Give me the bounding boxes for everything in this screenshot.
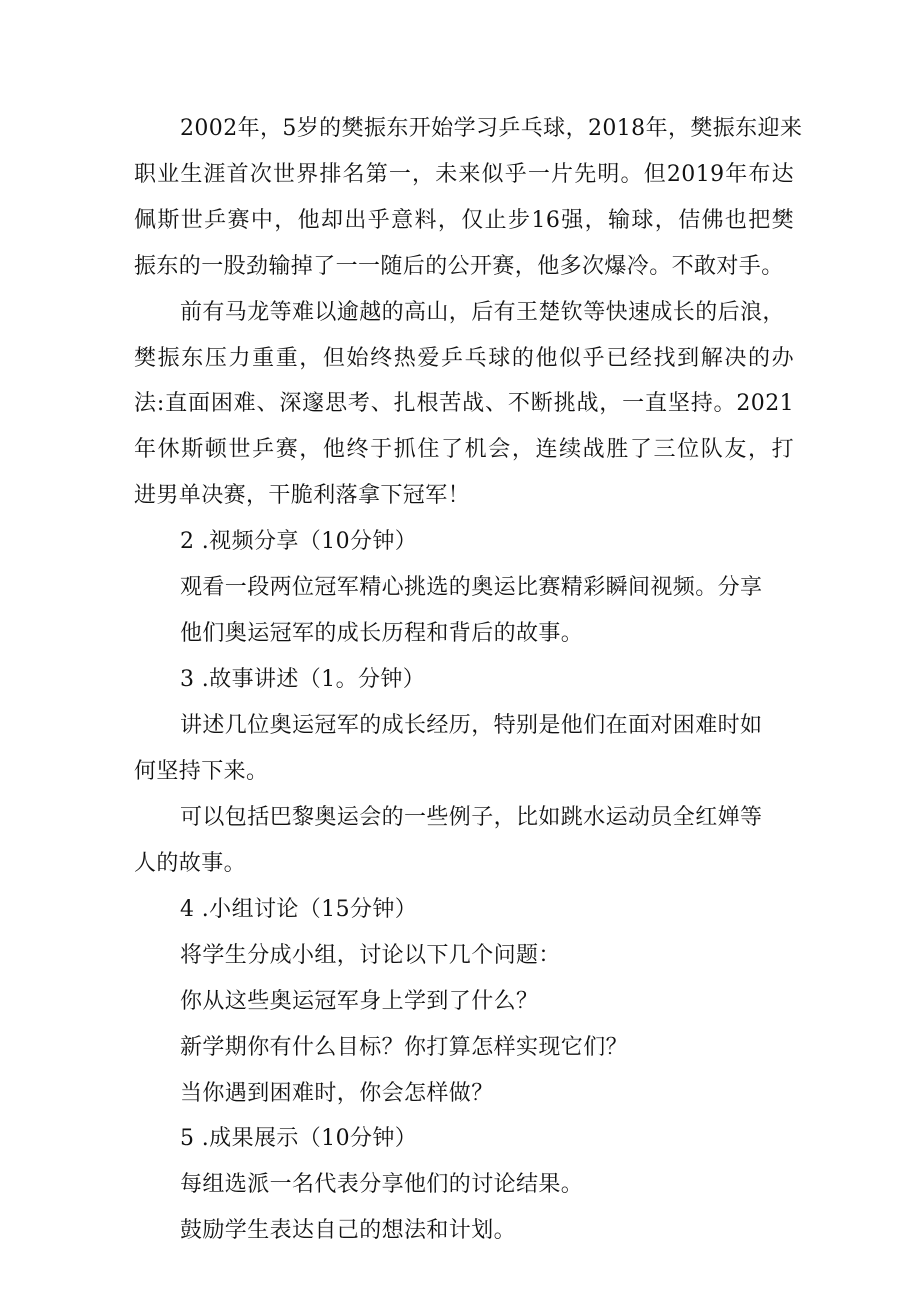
- paragraph-2-line-5: 进男单决赛，干脆利落拿下冠军！: [134, 483, 471, 508]
- section-5-line-1: 每组选派一名代表分享他们的讨论结果。: [180, 1172, 584, 1197]
- section-2-line-2: 他们奥运冠军的成长历程和背后的故事。: [180, 621, 584, 646]
- section-3-para-2-line-1: 可以包括巴黎奥运会的一些例子，比如跳水运动员全红婵等: [180, 805, 763, 830]
- section-4-heading: 4 .小组讨论（15分钟）: [180, 897, 418, 922]
- paragraph-2-line-3: 法:直面困难、深邃思考、扎根苦战、不断挑战，一直坚持。2021: [134, 391, 794, 416]
- section-4-question-3: 当你遇到困难时，你会怎样做？: [180, 1081, 494, 1106]
- paragraph-1-line-3: 佩斯世乒赛中，他却出乎意料，仅止步16强，输球，佶佛也把樊: [134, 208, 794, 233]
- paragraph-2-line-4: 年休斯顿世乒赛，他终于抓住了机会，连续战胜了三位队友，打: [134, 437, 794, 462]
- section-3-para-1-line-2: 何坚持下来。: [134, 759, 269, 784]
- section-2-line-1: 观看一段两位冠军精心挑选的奥运比赛精彩瞬间视频。分享: [180, 575, 763, 600]
- section-5-heading: 5 .成果展示（10分钟）: [180, 1126, 418, 1151]
- paragraph-2-line-2: 樊振东压力重重，但始终热爱乒乓球的他似乎已经找到解决的办: [134, 346, 794, 371]
- section-4-question-2: 新学期你有什么目标？你打算怎样实现它们？: [180, 1035, 629, 1060]
- paragraph-1-line-4: 振东的一股劲输掉了一一随后的公开赛，他多次爆冷。不敢对手。: [134, 254, 784, 279]
- section-3-para-2-line-2: 人的故事。: [134, 851, 247, 876]
- section-5-line-2: 鼓励学生表达自己的想法和计划。: [180, 1218, 517, 1243]
- section-3-heading: 3 .故事讲述（1。分钟）: [180, 667, 426, 692]
- paragraph-1-line-2: 职业生涯首次世界排名第一，未来似乎一片先明。但2019年布达: [134, 162, 794, 187]
- paragraph-2-line-1: 前有马龙等难以逾越的高山，后有王楚钦等快速成长的后浪，: [180, 300, 785, 325]
- section-2-heading: 2 .视频分享（10分钟）: [180, 529, 418, 554]
- section-3-para-1-line-1: 讲述几位奥运冠军的成长经历，特别是他们在面对困难时如: [180, 713, 763, 738]
- section-4-intro: 将学生分成小组，讨论以下几个问题：: [180, 943, 561, 968]
- paragraph-1-line-1: 2002年，5岁的樊振东开始学习乒乓球，2018年，樊振东迎来: [180, 116, 803, 141]
- section-4-question-1: 你从这些奥运冠军身上学到了什么？: [180, 989, 539, 1014]
